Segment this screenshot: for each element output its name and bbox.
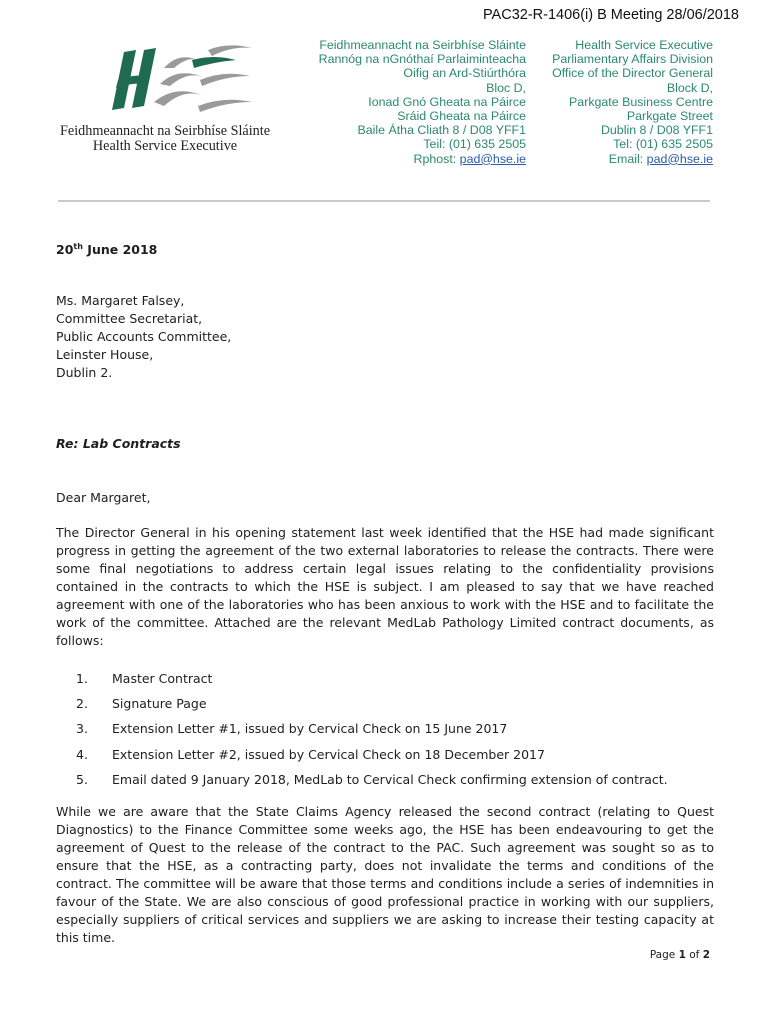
list-item-text: Extension Letter #2, issued by Cervical Check on 18 December 2017: [112, 746, 545, 762]
email-label: Rphost:: [413, 151, 460, 166]
list-item-number: 3.: [76, 721, 88, 737]
page-of: of: [685, 949, 703, 961]
page-current: 1: [678, 949, 686, 961]
attachment-list: [56, 666, 714, 792]
address-irish-line: Oifig an Ard-Stiúrthóra: [403, 66, 526, 81]
address-english-line: Parkgate Business Centre: [569, 94, 713, 109]
address-irish-line: Bloc D,: [486, 80, 526, 95]
date-month-year: June 2018: [82, 242, 158, 258]
body-paragraph-1: The Director General in his opening statement last week identified that the HSE had made significant progress in getting the agreement of the two external laboratories to release the contracts. There were some final negotiations to address certain legal issues relating to the confidentiality provisions contained in the contracts to which the HSE is subject. I am pleased to say that we have reached agreement with one of the laboratories who has been anxious to work with the HSE and to facilitate the work of the committee. Attached are the relevant MedLab Pathology Limited contract documents, as follows:: [56, 525, 714, 648]
address-irish-line: Sráid Gheata na Páirce: [397, 109, 526, 124]
address-english-line: Health Service Executive: [575, 38, 713, 52]
email-link-english[interactable]: pad@hse.ie: [646, 151, 713, 166]
email-label: Email:: [608, 151, 647, 166]
address-english-line: Parliamentary Affairs Division: [552, 52, 713, 67]
address-irish: [319, 38, 526, 166]
list-item-text: Extension Letter #1, issued by Cervical Check on 15 June 2017: [112, 721, 508, 737]
page-label: Page: [649, 949, 679, 961]
address-irish-email-row: [319, 152, 526, 166]
address-english-line: Dublin 8 / D08 YFF1: [600, 123, 713, 138]
recipient-line: Committee Secretariat,: [56, 311, 203, 326]
list-item: [56, 742, 714, 767]
page-total: 2: [702, 949, 710, 961]
letter-subject: Re: Lab Contracts: [56, 436, 181, 451]
list-item: [56, 691, 714, 716]
address-irish-line: Baile Átha Cliath 8 / D08 YFF1: [357, 123, 526, 138]
list-item: [56, 767, 714, 792]
recipient-line: Dublin 2.: [56, 365, 113, 380]
page-number: [650, 949, 710, 961]
recipient-address: [56, 292, 714, 382]
list-item: [56, 666, 714, 691]
list-item-number: 5.: [76, 771, 88, 787]
address-english-email-row: [552, 152, 713, 166]
logo-text-english: Health Service Executive: [92, 138, 238, 154]
recipient-line: Leinster House,: [56, 347, 154, 362]
recipient-line: Ms. Margaret Falsey,: [56, 293, 185, 308]
body-paragraph-2: While we are aware that the State Claims Agency released the second contract (relating to Quest Diagnostics) to the Finance Committee some weeks ago, the HSE has been endeavouring to get the agreement of Quest to the release of the contract to the PAC. Such agreement was sought so as to ensure that the HSE, as a contracting party, does not invalidate the terms and conditions of the contract. The committee will be aware that those terms and conditions include a series of indemnities in favour of the State. We are also conscious of good professional practice in working with our suppliers, especially suppliers of critical services and suppliers we are asking to increase their testing capacity at this time.: [56, 804, 714, 945]
address-english-line: Parkgate Street: [626, 109, 713, 124]
address-english: [552, 38, 713, 166]
hse-logo: [50, 40, 280, 154]
email-link-irish[interactable]: pad@hse.ie: [459, 151, 526, 166]
date-suffix: th: [73, 242, 83, 251]
list-item-number: 1.: [76, 670, 88, 686]
list-item-number: 4.: [76, 746, 88, 762]
list-item-text: Signature Page: [112, 695, 207, 711]
hse-logo-mark-icon: [50, 40, 280, 118]
date-day: 20: [56, 242, 74, 258]
logo-text-irish: Feidhmeannacht na Seirbhíse Sláinte: [60, 123, 270, 139]
list-item-text: Email dated 9 January 2018, MedLab to Cervical Check confirming extension of contract.: [112, 771, 668, 787]
address-english-line: Office of the Director General: [552, 66, 713, 81]
meeting-reference: PAC32-R-1406(i) B Meeting 28/06/2018: [482, 7, 739, 23]
address-english-line: Tel: (01) 635 2505: [613, 137, 713, 152]
address-english-line: Block D,: [666, 80, 713, 95]
list-item: [56, 717, 714, 742]
letter-date: [56, 238, 714, 259]
address-irish-line: Rannóg na nGnóthaí Parlaiminteacha: [318, 52, 526, 67]
header-divider: [58, 200, 710, 202]
address-irish-line: Teil: (01) 635 2505: [423, 137, 526, 152]
letter-greeting: Dear Margaret,: [56, 490, 151, 505]
list-item-number: 2.: [76, 695, 88, 711]
recipient-line: Public Accounts Committee,: [56, 329, 232, 344]
list-item-text: Master Contract: [112, 670, 213, 686]
address-irish-line: Feidhmeannacht na Seirbhíse Sláinte: [319, 38, 526, 52]
address-irish-line: Ionad Gnó Gheata na Páirce: [368, 94, 526, 109]
